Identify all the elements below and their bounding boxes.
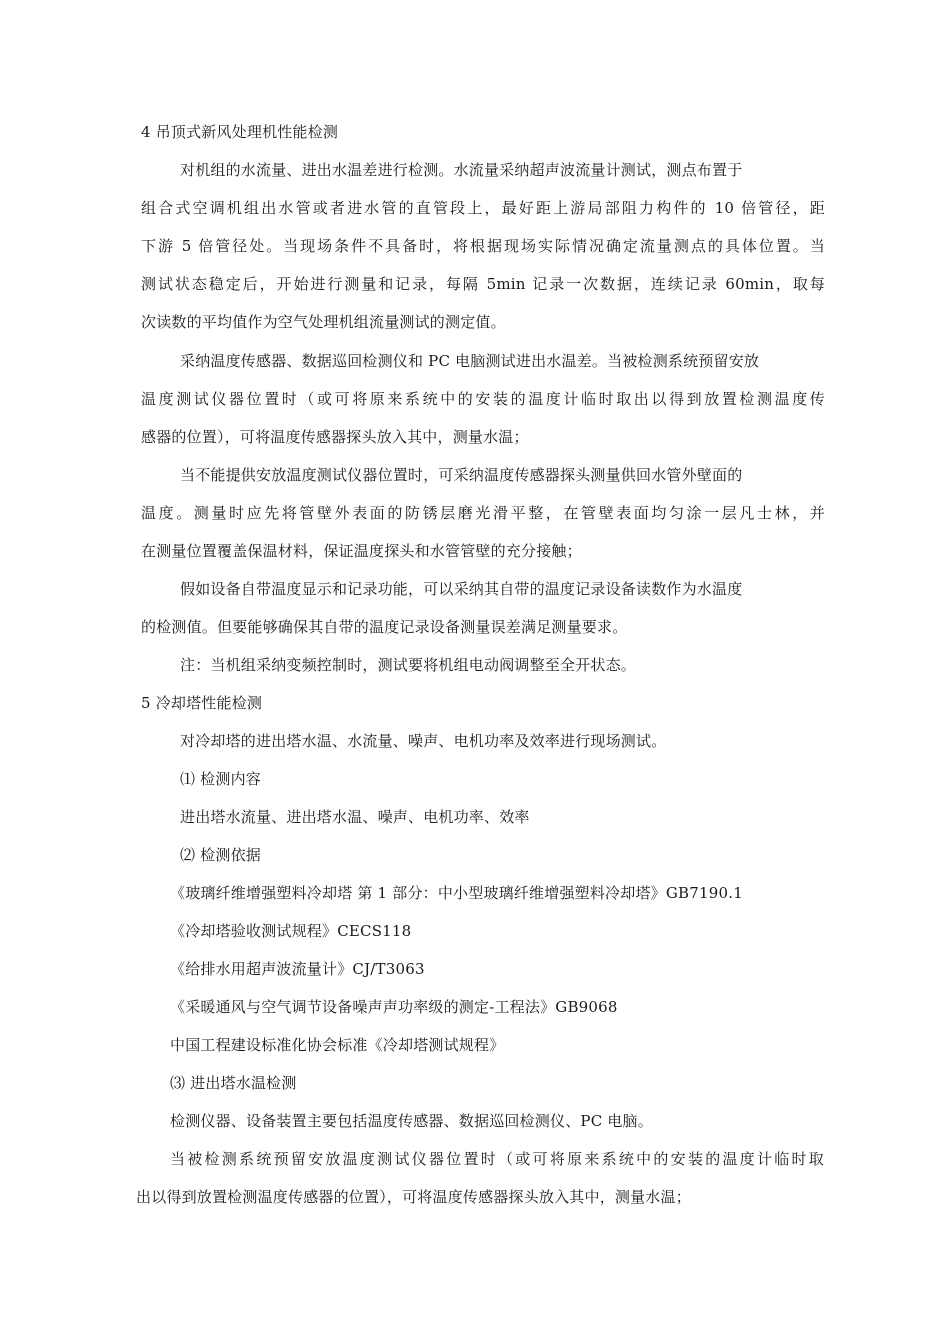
- s5-ref-3: 《给排水用超声波流量计》CJ/T3063: [170, 960, 425, 978]
- s5-item3-p-line-1: 当被检测系统预留安放温度测试仪器位置时（或可将原来系统中的安装的温度计临时取: [170, 1150, 824, 1168]
- s5-item2-title: ⑵ 检测依据: [180, 846, 261, 864]
- s4-p4-line-2: 的检测值。但要能够确保其自带的温度记录设备测量误差满足测量要求。: [141, 618, 628, 636]
- s4-p4-line-1: 假如设备自带温度显示和记录功能，可以采纳其自带的温度记录设备读数作为水温度: [180, 580, 743, 598]
- s5-intro: 对冷却塔的进出塔水温、水流量、噪声、电机功率及效率进行现场测试。: [180, 732, 667, 750]
- s4-p3-line-1: 当不能提供安放温度测试仪器位置时，可采纳温度传感器探头测量供回水管外壁面的: [180, 466, 743, 484]
- section-4-heading: 4 吊顶式新风处理机性能检测: [141, 123, 339, 141]
- s4-p2-line-1: 采纳温度传感器、数据巡回检测仪和 PC 电脑测试进出水温差。当被检测系统预留安放: [180, 352, 760, 370]
- s4-p1-line-4: 测试状态稳定后，开始进行测量和记录，每隔 5min 记录一次数据，连续记录 60min，取每: [141, 275, 825, 293]
- s4-p1-line-2: 组合式空调机组出水管或者进水管的直管段上，最好距上游局部阻力构件的 10 倍管径，距: [141, 199, 825, 217]
- s4-p2-line-2: 温度测试仪器位置时（或可将原来系统中的安装的温度计临时取出以得到放置检测温度传: [141, 390, 825, 408]
- s4-p1-line-5: 次读数的平均值作为空气处理机组流量测试的测定值。: [141, 313, 506, 331]
- s5-ref-2: 《冷却塔验收测试规程》CECS118: [170, 922, 412, 940]
- s4-note: 注：当机组采纳变频控制时，测试要将机组电动阀调整至全开状态。: [180, 656, 637, 674]
- s4-p3-line-3: 在测量位置覆盖保温材料，保证温度探头和水管管壁的充分接触；: [141, 542, 582, 560]
- section-5-heading: 5 冷却塔性能检测: [141, 694, 263, 712]
- s5-ref-5: 中国工程建设标准化协会标准《冷却塔测试规程》: [170, 1036, 505, 1054]
- s5-item3-title: ⑶ 进出塔水温检测: [170, 1074, 297, 1092]
- s4-p1-line-3: 下游 5 倍管径处。当现场条件不具备时，将根据现场实际情况确定流量测点的具体位置。当: [141, 237, 825, 255]
- s5-item3-p-line-2: 出以得到放置检测温度传感器的位置），可将温度传感器探头放入其中，测量水温；: [136, 1188, 691, 1206]
- s4-p2-line-3: 感器的位置），可将温度传感器探头放入其中，测量水温；: [141, 428, 529, 446]
- s4-p3-line-2: 温度。测量时应先将管壁外表面的防锈层磨光滑平整，在管壁表面均匀涂一层凡士林，并: [141, 504, 825, 522]
- s5-ref-4: 《采暖通风与空气调节设备噪声声功率级的测定-工程法》GB9068: [170, 998, 618, 1016]
- s4-p1-line-1: 对机组的水流量、进出水温差进行检测。水流量采纳超声波流量计测试，测点布置于: [180, 161, 743, 179]
- s5-ref-1: 《玻璃纤维增强塑料冷却塔 第 1 部分：中小型玻璃纤维增强塑料冷却塔》GB7190.1: [170, 884, 743, 902]
- s5-item1-title: ⑴ 检测内容: [180, 770, 261, 788]
- s5-item1-body: 进出塔水流量、进出塔水温、噪声、电机功率、效率: [180, 808, 530, 826]
- s5-item3-body: 检测仪器、设备装置主要包括温度传感器、数据巡回检测仪、PC 电脑。: [170, 1112, 653, 1130]
